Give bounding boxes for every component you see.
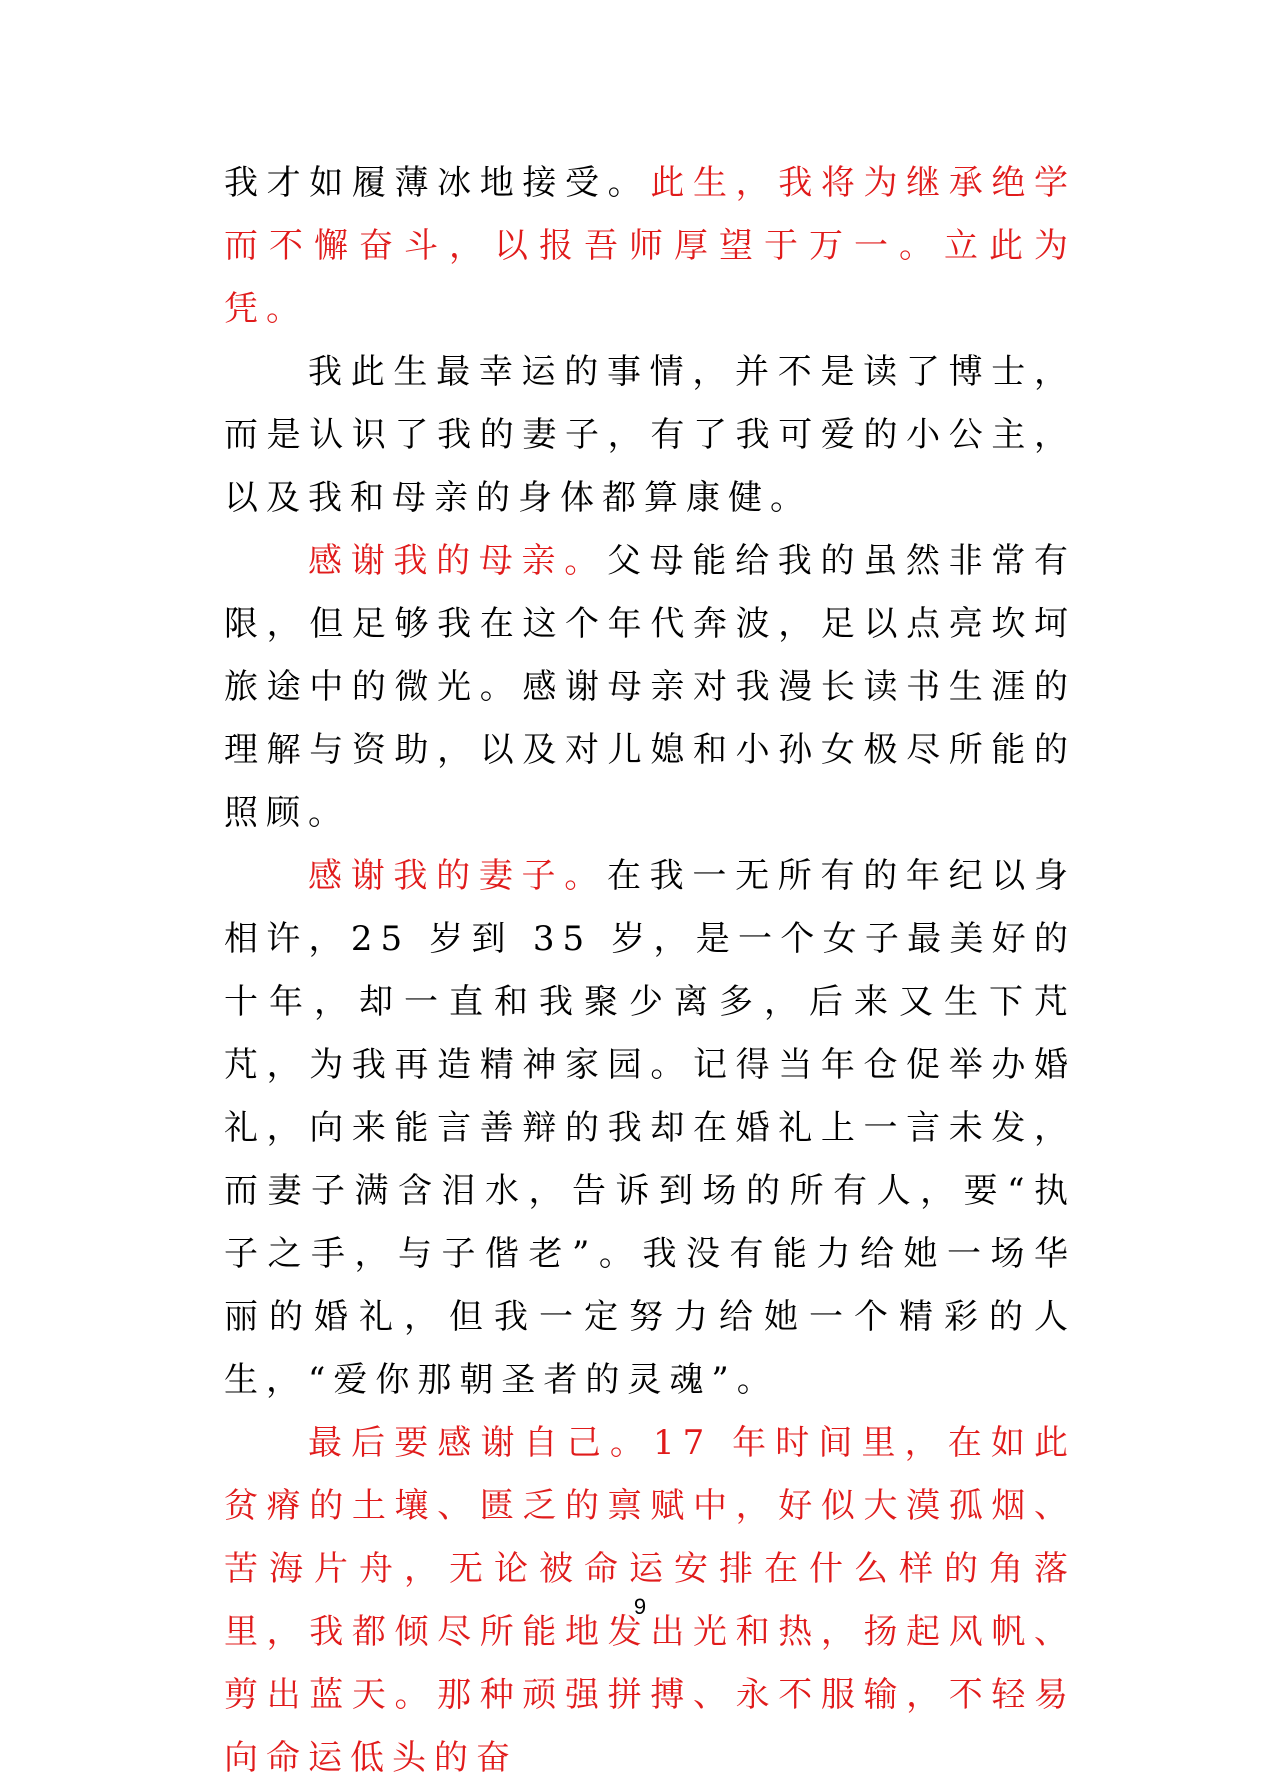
paragraph-2 [224,341,1076,530]
highlighted-text-run: 感谢我的妻子。 [308,856,607,896]
text-run: 我此生最幸运的事情，并不是读了博士，而是认识了我的妻子，有了我可爱的小公主，以及我和母亲的身体都算康健。 [224,352,1076,518]
highlighted-text-run: 最后要感谢自己。17 年时间里，在如此贫瘠的土壤、匮乏的禀赋中，好似大漠孤烟、苦海片舟，无论被命运安排在什么样的角落里，我都倾尽所能地发出光和热，扬起风帆、剪出蓝天。那种顽强拼搏、永不服输，不轻易向命运低头的奋 [224,1423,1076,1778]
paragraph-1 [224,152,1076,341]
highlighted-text-run: 此生，我将为继承绝学而不懈奋斗，以报吾师厚望于万一。立此为凭。 [224,163,1077,329]
text-run: 我才如履薄冰地接受。 [224,163,651,203]
body-text [224,152,1076,1790]
text-run: 父母能给我的虽然非常有限，但足够我在这个年代奔波，足以点亮坎坷旅途中的微光。感谢母亲对我漫长读书生涯的理解与资助，以及对儿媳和小孙女极尽所能的照顾。 [224,541,1077,833]
text-run: 在我一无所有的年纪以身相许，25 岁到 35 岁，是一个女子最美好的十年，却一直和我聚少离多，后来又生下芃芃，为我再造精神家园。记得当年仓促举办婚礼，向来能言善辩的我却在婚礼上一言未发，而妻子满含泪水，告诉到场的所有人，要“执子之手，与子偕老”。我没有能力给她一场华丽的婚礼，但我一定努力给她一个精彩的人生，“爱你那朝圣者的灵魂”。 [224,856,1077,1400]
highlighted-text-run: 感谢我的母亲。 [308,541,607,581]
paragraph-3 [224,530,1076,845]
page-number: 9 [633,1594,647,1619]
paragraph-4 [224,845,1076,1412]
